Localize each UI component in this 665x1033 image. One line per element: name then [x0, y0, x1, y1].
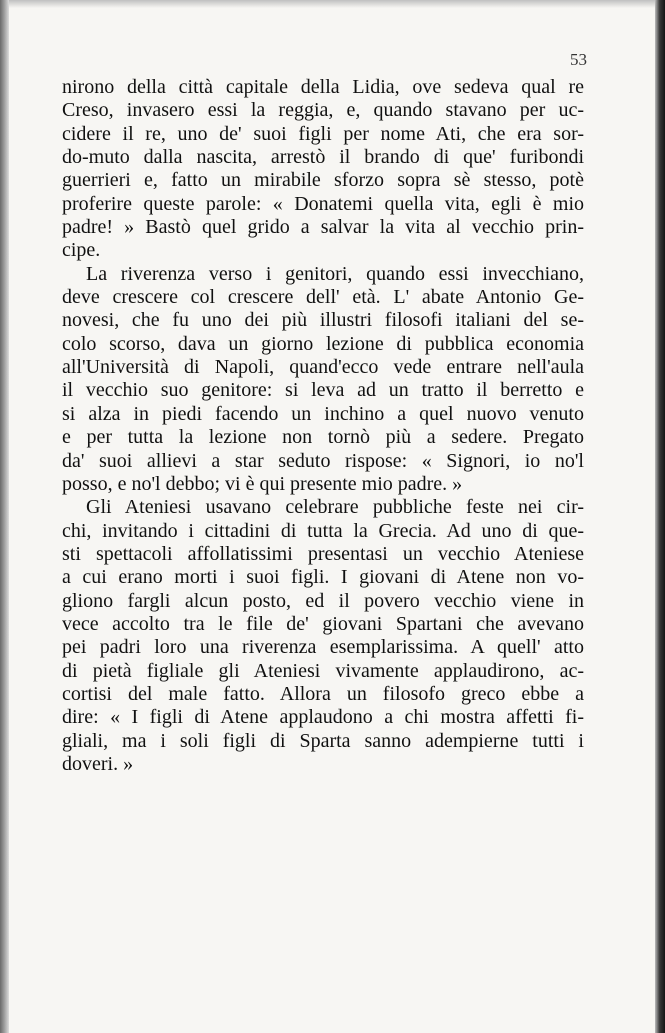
text-line: sti spettacoli affollatissimi presentasi un vecchio Ateniese [62, 542, 584, 565]
text-line: doveri. » [62, 752, 134, 775]
text-line: gliali, ma i soli figli di Sparta sanno adempierne tutti i [62, 729, 584, 752]
text-line: do-muto dalla nascita, arrestò il brando di que' furibondi [62, 146, 584, 169]
text-line: cidere il re, uno de' suoi figli per nome Ati, che era sor- [62, 122, 584, 145]
page-top-edge [0, 0, 665, 8]
text-line: guerrieri e, fatto un mirabile sforzo sopra sè stesso, potè [62, 169, 584, 192]
text-line: dire: « I figli di Atene applaudono a chi mostra affetti fi- [62, 706, 584, 729]
text-line: cortisi del male fatto. Allora un filosofo greco ebbe a [62, 682, 584, 705]
text-line: proferire queste parole: « Donatemi quella vita, egli è mio [62, 192, 584, 215]
text-line: nirono della città capitale della Lidia, ove sedeva qual re [62, 76, 584, 98]
text-line: a cui erano morti i suoi figli. I giovani di Atene non vo- [62, 566, 584, 589]
text-line: Creso, invasero essi la reggia, e, quando stavano per uc- [62, 99, 584, 122]
paragraph-start-line: La riverenza verso i genitori, quando essi invecchiano, [86, 262, 584, 285]
paragraph-start-line: Gli Ateniesi usavano celebrare pubbliche feste nei cir- [86, 496, 584, 519]
text-line: deve crescere col crescere dell' età. L' abate Antonio Ge- [62, 286, 584, 309]
text-line: pei padri loro una riverenza esemplarissima. A quell' atto [62, 636, 584, 659]
text-line: da' suoi allievi a star seduto rispose: « Signori, io no'l [62, 449, 584, 472]
text-line: padre! » Bastò quel grido a salvar la vita al vecchio prin- [62, 216, 584, 239]
text-line: e per tutta la lezione non tornò più a sedere. Pregato [62, 426, 584, 449]
text-line: vece accolto tra le file de' giovani Spartani che avevano [62, 612, 584, 635]
page-number: 53 [570, 50, 587, 69]
body-text [62, 76, 584, 776]
text-line: si alza in piedi facendo un inchino a quel nuovo venuto [62, 402, 584, 425]
text-line: il vecchio suo genitore: si leva ad un tratto il berretto e [62, 379, 584, 402]
text-line: novesi, che fu uno dei più illustri filosofi italiani del se- [62, 309, 584, 332]
text-line: posso, e no'l debbo; vi è qui presente mio padre. » [62, 472, 463, 495]
text-line: colo scorso, dava un giorno lezione di pubblica economia [62, 332, 584, 355]
page-left-edge [0, 0, 9, 1033]
text-line: gliono fargli alcun posto, ed il povero vecchio viene in [62, 589, 584, 612]
text-line: all'Università di Napoli, quand'ecco vede entrare nell'aula [62, 356, 584, 379]
text-line: chi, invitando i cittadini di tutta la Grecia. Ad uno di que- [62, 519, 584, 542]
text-line: di pietà figliale gli Ateniesi vivamente applaudirono, ac- [62, 659, 584, 682]
text-line: cipe. [62, 239, 101, 262]
page-right-edge [655, 0, 665, 1033]
